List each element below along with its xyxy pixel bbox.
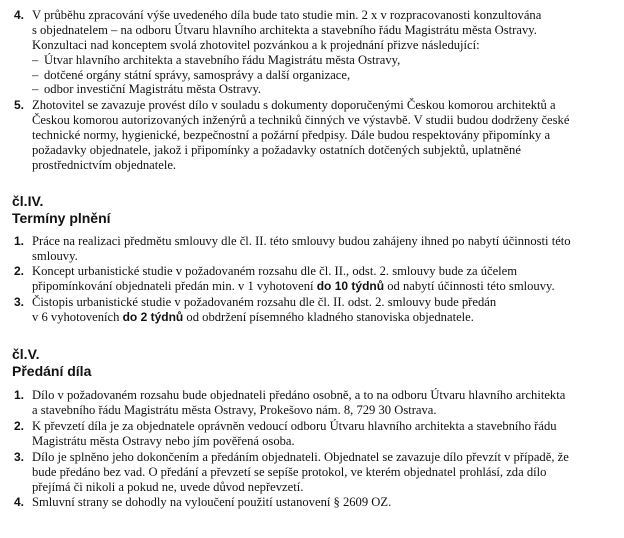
dash-bullet: –: [32, 67, 39, 82]
section-title: Předání díla: [12, 363, 92, 380]
bullet-text: dotčené orgány státní správy, samosprávy a další organizace,: [44, 67, 351, 82]
bullet-text: Útvar hlavního architekta a stavebního řádu Magistrátu města Ostravy,: [44, 52, 401, 67]
text-line: Českou komorou autorizovaných inženýrů a techniků činných ve výstavbě. V studii budou dodrženy české: [32, 113, 570, 128]
list-item: [12, 8, 608, 53]
list-item: [12, 264, 608, 294]
item-number: 2.: [14, 264, 25, 279]
text-line: K převzetí díla je za objednatele oprávněn vedoucí odboru Útvaru hlavního architekta a stavebního řádu: [32, 418, 557, 433]
section-heading: [12, 346, 608, 380]
text-line: Čistopis urbanistické studie v požadovaném rozsahu dle čl. II. odst. 2. smlouvy bude předán: [32, 295, 497, 310]
text-line: Smluvní strany se dohodly na vyloučení použití ustanovení § 2609 OZ.: [32, 495, 392, 510]
text-line: Dílo v požadovaném rozsahu bude objednateli předáno osobně, a to na odboru Útvaru hlavního architekta: [32, 388, 566, 403]
item-number: 5.: [14, 98, 25, 113]
list-item: [12, 495, 608, 510]
dash-bullet: –: [32, 82, 39, 97]
text-line: V průběhu zpracování výše uvedeného díla bude tato studie min. 2 x v rozpracovanosti konzultována: [32, 8, 542, 22]
bullet-item: [12, 68, 608, 83]
text-line: Konzultaci nad konceptem svolá zhotovitel pozvánkou a k projednání přizve následující:: [32, 37, 480, 52]
text-span: v 6 vyhotoveních: [32, 310, 123, 325]
text-line: technické normy, hygienické, bezpečnostní a požární předpisy. Dále budou respektovány připomínky a: [32, 127, 551, 142]
item-number: 1.: [14, 233, 25, 248]
list-item: [12, 388, 608, 418]
item-number: 4.: [14, 495, 25, 510]
bullet-item: [12, 82, 608, 97]
section-title: Termíny plnění: [12, 209, 111, 226]
section-label: čl.V.: [12, 346, 40, 363]
text-span: od obdržení písemného kladného stanoviska objednatele.: [183, 310, 474, 325]
text-line: s objednatelem – na odboru Útvaru hlavního architekta a stavebního řádu Magistrátu města Ostravy.: [32, 22, 537, 37]
text-span: připomínkování objednateli předán min. v 1 vyhotovení: [32, 279, 317, 294]
text-span: od nabytí účinnosti této smlouvy.: [384, 279, 555, 294]
text-line: [32, 310, 608, 325]
list-item: [12, 98, 608, 173]
text-line: smlouvy.: [32, 248, 78, 263]
text-line: a stavebního řádu Magistrátu města Ostravy, Prokešovo nám. 8, 729 30 Ostrava.: [32, 402, 437, 417]
section-label: čl.IV.: [12, 192, 44, 209]
text-line: Dílo je splněno jeho dokončením a předáním objednateli. Objednatel se zavazuje dílo převzít v případě, že: [32, 449, 569, 464]
list-item: [12, 419, 608, 449]
dash-bullet: –: [32, 52, 39, 67]
item-number: 3.: [14, 295, 25, 310]
list-item: [12, 234, 608, 264]
item-number: 3.: [14, 449, 25, 464]
text-line: Magistrátu města Ostravy nebo jím pověřená osoba.: [32, 433, 295, 448]
section-heading: [12, 193, 608, 227]
bullet-item: [12, 53, 608, 68]
text-line: [32, 279, 608, 294]
list-item: [12, 295, 608, 325]
document-page: [12, 8, 608, 510]
item-number: 2.: [14, 418, 25, 433]
deadline-emphasis: do 2 týdnů: [122, 310, 184, 325]
list-item: [12, 450, 608, 495]
item-number: 1.: [14, 388, 25, 403]
deadline-emphasis: do 10 týdnů: [316, 279, 385, 294]
text-line: Koncept urbanistické studie v požadovaném rozsahu dle čl. II., odst. 2. smlouvy bude za účelem: [32, 264, 518, 279]
text-line: Práce na realizaci předmětu smlouvy dle čl. II. této smlouvy budou zahájeny ihned po nabytí účinnosti této: [32, 233, 571, 248]
text-line: Zhotovitel se zavazuje provést dílo v souladu s dokumenty doporučenými Českou komorou architektů a: [32, 98, 556, 113]
text-line: požadavky objednatele, jakož i připomínky a požadavky ostatních dotčených subjektů, uplatněné: [32, 142, 521, 157]
text-line: bude předáno bez vad. O předání a převzetí se sepíše protokol, ve kterém objednatel prohlásí, zda dílo: [32, 464, 547, 479]
bullet-text: odbor investiční Magistrátu města Ostravy.: [44, 82, 262, 97]
item-number: 4.: [14, 8, 25, 22]
text-line: přejímá či nikoli a pokud ne, uvede důvod nepřevzetí.: [32, 479, 304, 494]
text-line: prostřednictvím objednatele.: [32, 157, 177, 172]
